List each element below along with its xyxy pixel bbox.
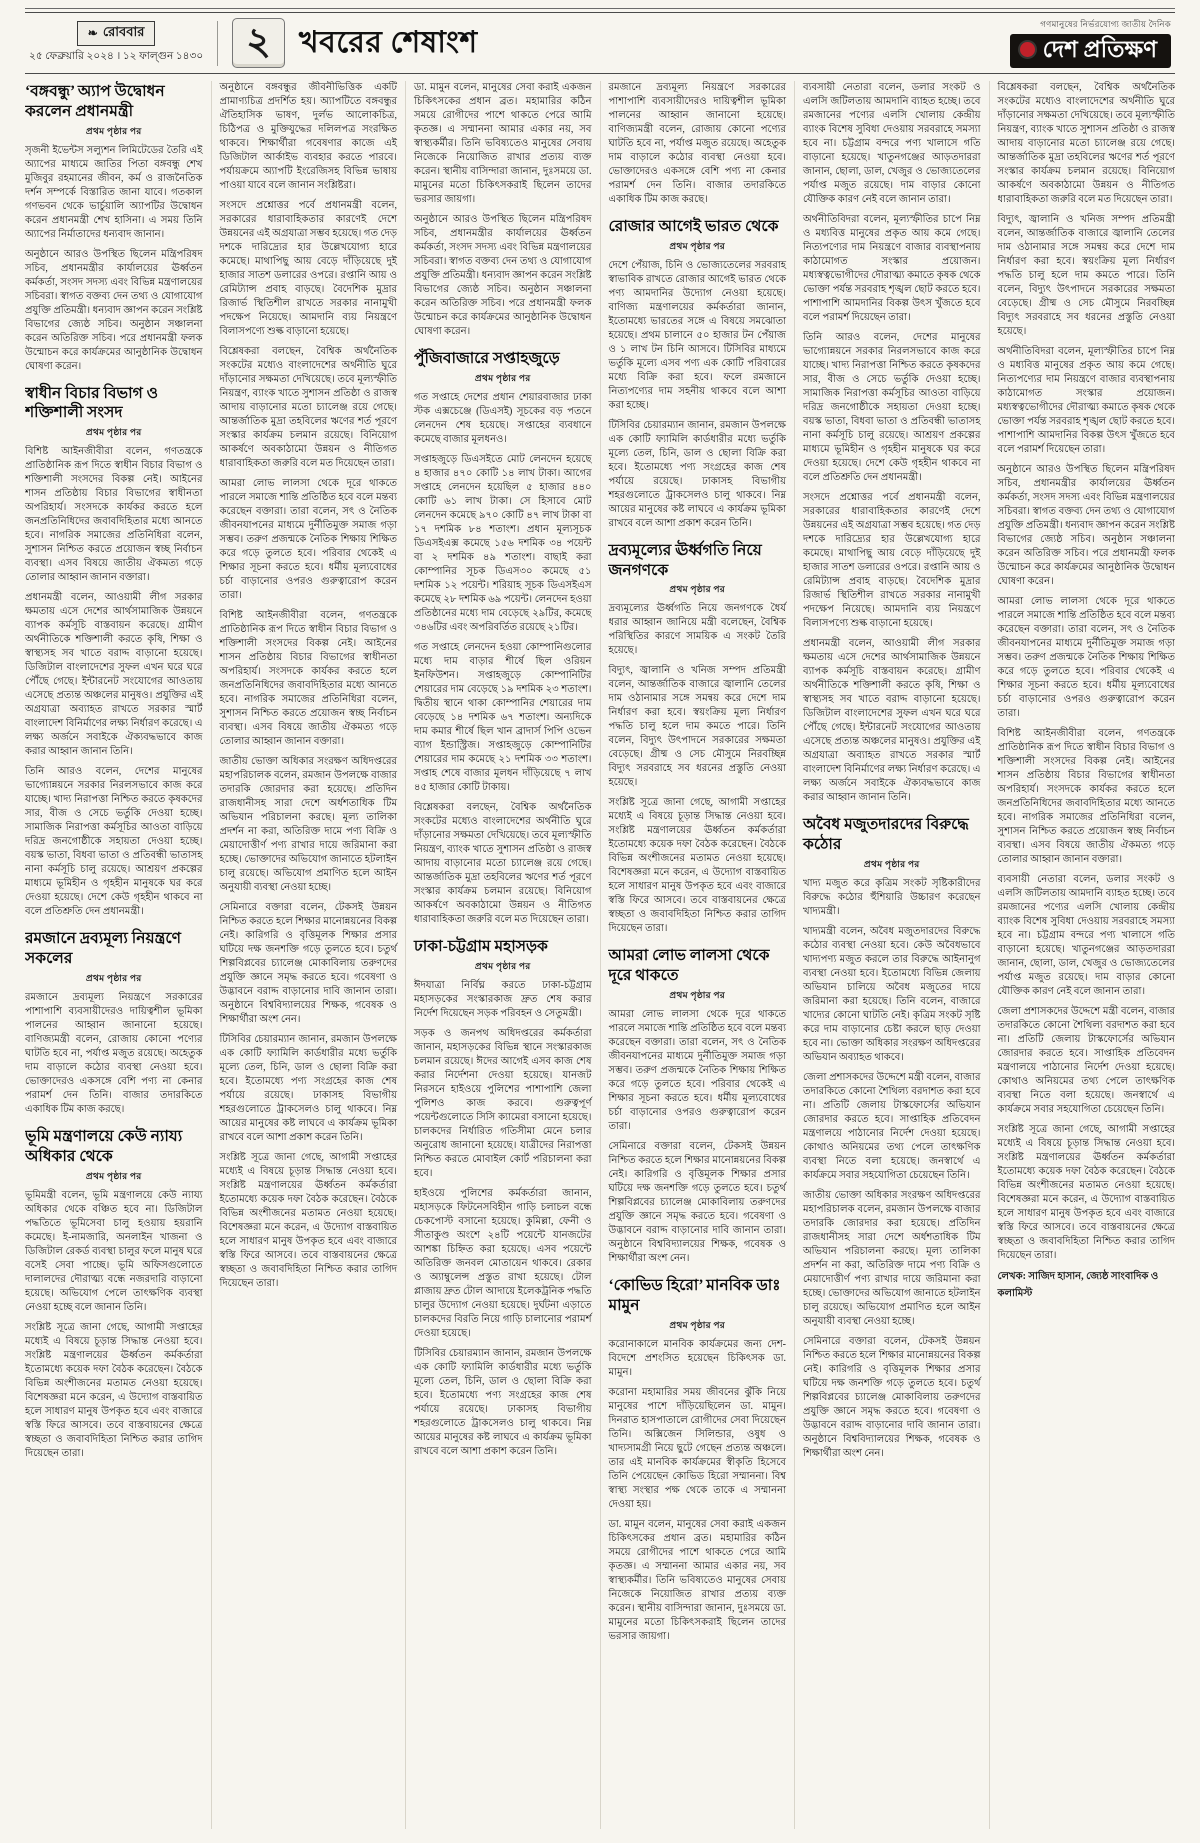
body-paragraph: অনুষ্ঠানে বঙ্গবন্ধুর জীবনীভিত্তিক একটি প্রামাণ্যচিত্র প্রদর্শিত হয়। অ্যাপটিতে বঙ্গবন্ধুর ঐতিহাসিক ভাষণ, দুর্লভ আলোকচিত্র, চিঠিপত্র ও মুক্তিযুদ্ধের দলিলপত্র সংরক্ষিত থাকবে। শিক্ষার্থীরা গবেষণার কাজে এই ডিজিটাল আর্কাইভ ব্যবহার করতে পারবে। পর্যায়ক্রমে অ্যাপটি ইংরেজিসহ বিভিন্ন ভাষায় পাওয়া যাবে বলে জানান সংশ্লিষ্টরা। <box>219 82 397 191</box>
body-paragraph: তিনি আরও বলেন, দেশের মানুষের ভাগ্যোন্নয়নে সরকার নিরলসভাবে কাজ করে যাচ্ছে। খাদ্য নিরাপত্তা নিশ্চিত করতে কৃষকদের সার, বীজ ও সেচে ভর্তুকি দেওয়া হচ্ছে। সামাজিক নিরাপত্তা কর্মসূচির আওতা বাড়িয়ে দরিদ্র জনগোষ্ঠীকে সহায়তা দেওয়া হচ্ছে। বয়স্ক ভাতা, বিধবা ভাতা ও প্রতিবন্ধী ভাতাসহ নানা কর্মসূচি চালু রয়েছে। আশ্রয়ণ প্রকল্পের মাধ্যমে ভূমিহীন ও গৃহহীন মানুষকে ঘর করে দেওয়া হয়েছে। দেশে কেউ গৃহহীন থাকবে না বলে প্রতিশ্রুতি দেন প্রধানমন্ত্রী। <box>803 332 981 483</box>
body-paragraph: টিসিবির চেয়ারম্যান জানান, রমজান উপলক্ষে এক কোটি ফ্যামিলি কার্ডধারীর মধ্যে ভর্তুকি মূল্যে তেল, চিনি, ডাল ও ছোলা বিক্রি করা হবে। ইতোমধ্যে পণ্য সংগ্রহের কাজ শেষ পর্যায়ে রয়েছে। ঢাকাসহ বিভাগীয় শহরগুলোতে ট্রাকসেলও চালু থাকবে। নিম্ন আয়ের মানুষের কষ্ট লাঘবে এ কার্যক্রম ভূমিকা রাখবে বলে আশা প্রকাশ করেন তিনি। <box>608 419 786 529</box>
body-paragraph: সপ্তাহজুড়ে ডিএসইতে মোট লেনদেন হয়েছে ৪ হাজার ৪৭০ কোটি ১৪ লাখ টাকা। আগের সপ্তাহে লেনদেন হয়েছিল ৫ হাজার ৪৪০ কোটি ৬১ লাখ টাকা। সে হিসাবে মোট লেনদেন কমেছে ৯৭০ কোটি ৪৭ লাখ টাকা বা ১৭ দশমিক ৮৪ শতাংশ। প্রধান মূল্যসূচক ডিএসইএক্স কমেছে ১৫৬ দশমিক ৩৪ পয়েন্ট বা ২ দশমিক ৪৯ শতাংশ। বাছাই করা কোম্পানির সূচক ডিএস৩০ কমেছে ৫১ দশমিক ১২ পয়েন্ট। শরিয়াহ সূচক ডিএসইএস কমেছে ২৮ দশমিক ৬৯ পয়েন্ট। লেনদেন হওয়া প্রতিষ্ঠানের মধ্যে দাম বেড়েছে ২৯টির, কমেছে ৩৪৬টির এবং অপরিবর্তিত রয়েছে ২১টির। <box>414 453 592 633</box>
newspaper-logo <box>1010 34 1171 68</box>
body-paragraph: ডা. মামুন বলেন, মানুষের সেবা করাই একজন চিকিৎসকের প্রধান ব্রত। মহামারির কঠিন সময়ে রোগীদের পাশে থাকতে পেরে আমি কৃতজ্ঞ। এ সম্মাননা আমার একার নয়, সব স্বাস্থ্যকর্মীর। তিনি ভবিষ্যতেও মানুষের সেবায় নিজেকে নিয়োজিত রাখার প্রত্যয় ব্যক্ত করেন। স্থানীয় বাসিন্দারা জানান, দুঃসময়ে ডা. মামুনের মতো চিকিৎসকরাই ছিলেন তাদের ভরসার জায়গা। <box>414 82 592 205</box>
body-paragraph: অর্থনীতিবিদরা বলেন, মূল্যস্ফীতির চাপে নিম্ন ও মধ্যবিত্ত মানুষের প্রকৃত আয় কমে গেছে। নিত্যপণ্যের দাম নিয়ন্ত্রণে বাজার ব্যবস্থাপনায় কাঠামোগত সংস্কার প্রয়োজন। মধ্যস্বত্বভোগীদের দৌরাত্ম্য কমাতে কৃষক থেকে ভোক্তা পর্যন্ত সরবরাহ শৃঙ্খল ছোট করতে হবে। পাশাপাশি আমদানির বিকল্প উৎস খুঁজতে হবে বলে পরামর্শ দিয়েছেন তারা। <box>803 214 981 323</box>
column-5 <box>795 81 990 1829</box>
body-paragraph: অর্থনীতিবিদরা বলেন, মূল্যস্ফীতির চাপে নিম্ন ও মধ্যবিত্ত মানুষের প্রকৃত আয় কমে গেছে। নিত্যপণ্যের দাম নিয়ন্ত্রণে বাজার ব্যবস্থাপনায় কাঠামোগত সংস্কার প্রয়োজন। মধ্যস্বত্বভোগীদের দৌরাত্ম্য কমাতে কৃষক থেকে ভোক্তা পর্যন্ত সরবরাহ শৃঙ্খল ছোট করতে হবে। পাশাপাশি আমদানির বিকল্প উৎস খুঁজতে হবে বলে পরামর্শ দিয়েছেন তারা। <box>997 346 1175 455</box>
continued-from-label: প্রথম পৃষ্ঠার পর <box>669 584 726 595</box>
column-2 <box>212 81 407 1829</box>
continued-from-label: প্রথম পৃষ্ঠার পর <box>85 972 142 983</box>
body-paragraph: খাদ্য মজুত করে কৃত্রিম সংকট সৃষ্টিকারীদের বিরুদ্ধে কঠোর হুঁশিয়ারি উচ্চারণ করেছেন খাদ্যমন্ত্রী। <box>803 877 981 917</box>
masthead-tagline: গণমানুষের নির্ভরযোগ্য জাতীয় দৈনিক <box>1040 19 1171 29</box>
body-paragraph: দ্রব্যমূল্যের ঊর্ধ্বগতি নিয়ে জনগণকে ধৈর্য ধরার আহ্বান জানিয়ে মন্ত্রী বলেছেন, বৈশ্বিক পরিস্থিতির কারণে সাময়িক এ সংকট তৈরি হয়েছে। <box>608 603 786 657</box>
body-paragraph: বিশ্লেষকরা বলছেন, বৈশ্বিক অর্থনৈতিক সংকটের মধ্যেও বাংলাদেশের অর্থনীতি ঘুরে দাঁড়ানোর সক্ষমতা দেখিয়েছে। তবে মূল্যস্ফীতি নিয়ন্ত্রণ, ব্যাংক খাতে সুশাসন প্রতিষ্ঠা ও রাজস্ব আদায় বাড়ানোর মতো চ্যালেঞ্জ রয়ে গেছে। আন্তর্জাতিক মুদ্রা তহবিলের ঋণের শর্ত পূরণে সংস্কার কার্যক্রম চলমান রয়েছে। বিনিয়োগ আকর্ষণে অবকাঠামো উন্নয়ন ও নীতিগত ধারাবাহিকতা জরুরি বলে মত দিয়েছেন তারা। <box>219 346 397 469</box>
column-3 <box>406 81 601 1829</box>
body-paragraph: বিদ্যুৎ, জ্বালানি ও খনিজ সম্পদ প্রতিমন্ত্রী বলেন, আন্তর্জাতিক বাজারে জ্বালানি তেলের দাম ওঠানামার সঙ্গে সমন্বয় করে দেশে দাম নির্ধারণ করা হবে। স্বয়ংক্রিয় মূল্য নির্ধারণ পদ্ধতি চালু হলে দাম কমতে পারে। তিনি বলেন, বিদ্যুৎ উৎপাদনে সরকারের সক্ষমতা বেড়েছে। গ্রীষ্ম ও সেচ মৌসুমে নিরবচ্ছিন্ন বিদ্যুৎ সরবরাহে সব ধরনের প্রস্তুতি নেওয়া হয়েছে। <box>608 665 786 789</box>
article-headline: রোজার আগেই ভারত থেকে <box>608 218 779 235</box>
body-paragraph: প্রধানমন্ত্রী বলেন, আওয়ামী লীগ সরকার ক্ষমতায় এসে দেশের আর্থসামাজিক উন্নয়নে ব্যাপক কর্মসূচি বাস্তবায়ন করেছে। গ্রামীণ অর্থনীতিকে শক্তিশালী করতে কৃষি, শিক্ষা ও স্বাস্থ্যসহ সব খাতে বরাদ্দ বাড়ানো হয়েছে। ডিজিটাল বাংলাদেশের সুফল এখন ঘরে ঘরে পৌঁছে গেছে। ইন্টারনেট সংযোগের আওতায় এসেছে প্রত্যন্ত অঞ্চলের মানুষও। প্রযুক্তির এই অগ্রযাত্রা অব্যাহত রাখতে সরকার স্মার্ট বাংলাদেশ বিনির্মাণের লক্ষ্য নির্ধারণ করেছে। এ লক্ষ্য অর্জনে সবাইকে ঐক্যবদ্ধভাবে কাজ করার আহ্বান জানান তিনি। <box>803 638 981 803</box>
newspaper-name: দেশ প্রতিক্ষণ <box>1042 37 1157 62</box>
continued-from-label: প্রথম পৃষ্ঠার পর <box>85 125 142 136</box>
masthead <box>1010 18 1173 68</box>
article-headline: ঢাকা-চট্টগ্রাম মহাসড়ক <box>414 937 548 955</box>
author-line: লেখক: সাজিদ হাসান, জ্যেষ্ঠ সাংবাদিক ও কলামিস্ট <box>997 1271 1159 1299</box>
article-headline: আমরা লোভ লালসা থেকে দূরে থাকতে <box>608 947 770 985</box>
continued-from-label: প্রথম পৃষ্ঠার পর <box>85 1170 142 1181</box>
body-paragraph: বিশিষ্ট আইনজীবীরা বলেন, গণতন্ত্রকে প্রাতিষ্ঠানিক রূপ দিতে স্বাধীন বিচার বিভাগ ও শক্তিশালী সংসদের বিকল্প নেই। আইনের শাসন প্রতিষ্ঠায় বিচার বিভাগের স্বাধীনতা অপরিহার্য। সংসদকে কার্যকর করতে হলে জনপ্রতিনিধিদের জবাবদিহিতার মধ্যে আনতে হবে। নাগরিক সমাজের প্রতিনিধিরা বলেন, সুশাসন নিশ্চিত করতে প্রয়োজন স্বচ্ছ নির্বাচন ব্যবস্থা। এসব বিষয়ে জাতীয় ঐকমত্য গড়ে তোলার আহ্বান জানান বক্তারা। <box>219 610 397 747</box>
body-paragraph: হাইওয়ে পুলিশের কর্মকর্তারা জানান, মহাসড়কে ফিটনেসবিহীন গাড়ি চলাচল বন্ধে চেকপোস্ট বসানো হয়েছে। কুমিল্লা, ফেনী ও সীতাকুণ্ড অংশে ২৪টি পয়েন্টে যানজটের আশঙ্কা চিহ্নিত করা হয়েছে। এসব পয়েন্টে অতিরিক্ত জনবল মোতায়েন থাকবে। রেকার ও অ্যাম্বুলেন্স প্রস্তুত রাখা হয়েছে। টোল প্লাজায় দ্রুত টোল আদায়ে ইলেকট্রনিক পদ্ধতি চালুর উদ্যোগ নেওয়া হয়েছে। দুর্ঘটনা এড়াতে চালকদের বিরতি নিয়ে গাড়ি চালানোর পরামর্শ দেওয়া হয়েছে। <box>414 1187 592 1339</box>
page-number: ২ <box>232 18 285 68</box>
body-paragraph: সংসদে প্রশ্নোত্তর পর্বে প্রধানমন্ত্রী বলেন, সরকারের ধারাবাহিকতার কারণেই দেশে উন্নয়নের এই অগ্রযাত্রা সম্ভব হয়েছে। গত দেড় দশকে দারিদ্র্যের হার উল্লেখযোগ্য হারে কমেছে। মাথাপিছু আয় বেড়ে দাঁড়িয়েছে দুই হাজার সাতশ ডলারের ওপরে। রপ্তানি আয় ও রেমিট্যান্স প্রবাহ বাড়ছে। বৈদেশিক মুদ্রার রিজার্ভ স্থিতিশীল রাখতে সরকার নানামুখী পদক্ষেপ নিয়েছে। আমদানি ব্যয় নিয়ন্ত্রণে বিলাসপণ্যে শুল্ক বাড়ানো হয়েছে। <box>219 200 397 337</box>
article-headline: ‘কোভিড হিরো’ মানবিক ডাঃ মামুন <box>608 1277 781 1314</box>
body-paragraph: বিশ্লেষকরা বলছেন, বৈশ্বিক অর্থনৈতিক সংকটের মধ্যেও বাংলাদেশের অর্থনীতি ঘুরে দাঁড়ানোর সক্ষমতা দেখিয়েছে। তবে মূল্যস্ফীতি নিয়ন্ত্রণ, ব্যাংক খাতে সুশাসন প্রতিষ্ঠা ও রাজস্ব আদায় বাড়ানোর মতো চ্যালেঞ্জ রয়ে গেছে। আন্তর্জাতিক মুদ্রা তহবিলের ঋণের শর্ত পূরণে সংস্কার কার্যক্রম চলমান রয়েছে। বিনিয়োগ আকর্ষণে অবকাঠামো উন্নয়ন ও নীতিগত ধারাবাহিকতা জরুরি বলে মত দিয়েছেন তারা। <box>997 82 1175 205</box>
body-paragraph: ভূমিমন্ত্রী বলেন, ভূমি মন্ত্রণালয়ে কেউ ন্যায্য অধিকার থেকে বঞ্চিত হবে না। ডিজিটাল পদ্ধতিতে ভূমিসেবা চালু হওয়ায় হয়রানি কমেছে। ই-নামজারি, অনলাইন খাজনা ও ডিজিটাল রেকর্ড ব্যবস্থা চালুর ফলে মানুষ ঘরে বসেই সেবা পাচ্ছে। ভূমি অফিসগুলোতে দালালদের দৌরাত্ম্য বন্ধে নজরদারি বাড়ানো হয়েছে। অভিযোগ পেলে তাৎক্ষণিক ব্যবস্থা নেওয়া হচ্ছে বলে জানান তিনি। <box>25 1189 203 1313</box>
article-headline: পুঁজিবাজারে সপ্তাহজুড়ে <box>414 350 560 367</box>
continued-from-label: প্রথম পৃষ্ঠার পর <box>669 990 726 1001</box>
body-paragraph: আমরা লোভ লালসা থেকে দূরে থাকতে পারলে সমাজে শান্তি প্রতিষ্ঠিত হবে বলে মন্তব্য করেছেন বক্তারা। তারা বলেন, সৎ ও নৈতিক জীবনযাপনের মাধ্যমে দুর্নীতিমুক্ত সমাজ গড়া সম্ভব। তরুণ প্রজন্মকে নৈতিক শিক্ষায় শিক্ষিত করে গড়ে তুলতে হবে। পরিবার থেকেই এ শিক্ষার সূচনা করতে হবে। ধর্মীয় মূল্যবোধের চর্চা বাড়ানোর ওপরও গুরুত্বারোপ করেন তারা। <box>997 596 1175 719</box>
continued-from-label: প্রথম পৃষ্ঠার পর <box>474 372 531 383</box>
body-paragraph: খাদ্যমন্ত্রী বলেন, অবৈধ মজুতদারদের বিরুদ্ধে কঠোর ব্যবস্থা নেওয়া হবে। কেউ অবৈধভাবে খাদ্যপণ্য মজুত করলে তার বিরুদ্ধে আইনানুগ ব্যবস্থা নেওয়া হবে। ইতোমধ্যে বিভিন্ন জেলায় অভিযান চালিয়ে অবৈধ মজুতের দায়ে জরিমানা করা হয়েছে। তিনি বলেন, বাজারে খাদ্যের কোনো ঘাটতি নেই। কৃত্রিম সংকট সৃষ্টি করে দাম বাড়ানোর চেষ্টা করলে ছাড় দেওয়া হবে না। ভোক্তা অধিকার সংরক্ষণ অধিদপ্তরের অভিযান অব্যাহত থাকবে। <box>803 925 981 1063</box>
day-label: রোববার <box>102 23 145 39</box>
body-paragraph: সংসদে প্রশ্নোত্তর পর্বে প্রধানমন্ত্রী বলেন, সরকারের ধারাবাহিকতার কারণেই দেশে উন্নয়নের এই অগ্রযাত্রা সম্ভব হয়েছে। গত দেড় দশকে দারিদ্র্যের হার উল্লেখযোগ্য হারে কমেছে। মাথাপিছু আয় বেড়ে দাঁড়িয়েছে দুই হাজার সাতশ ডলারের ওপরে। রপ্তানি আয় ও রেমিট্যান্স প্রবাহ বাড়ছে। বৈদেশিক মুদ্রার রিজার্ভ স্থিতিশীল রাখতে সরকার নানামুখী পদক্ষেপ নিয়েছে। আমদানি ব্যয় নিয়ন্ত্রণে বিলাসপণ্যে শুল্ক বাড়ানো হয়েছে। <box>803 492 981 629</box>
body-paragraph: জেলা প্রশাসকদের উদ্দেশে মন্ত্রী বলেন, বাজার তদারকিতে কোনো শৈথিল্য বরদাশত করা হবে না। প্রতিটি জেলায় টাস্কফোর্সের অভিযান জোরদার করতে হবে। সাপ্তাহিক প্রতিবেদন মন্ত্রণালয়ে পাঠানোর নির্দেশ দেওয়া হয়েছে। কোথাও অনিয়মের তথ্য পেলে তাৎক্ষণিক ব্যবস্থা নিতে বলা হয়েছে। জনস্বার্থে এ কার্যক্রমে সবার সহযোগিতা চেয়েছেন তিনি। <box>997 1006 1175 1115</box>
article-headline: ভূমি মন্ত্রণালয়ে কেউ ন্যায্য অধিকার থেকে <box>25 1127 183 1165</box>
body-paragraph: আমরা লোভ লালসা থেকে দূরে থাকতে পারলে সমাজে শান্তি প্রতিষ্ঠিত হবে বলে মন্তব্য করেছেন বক্তারা। তারা বলেন, সৎ ও নৈতিক জীবনযাপনের মাধ্যমে দুর্নীতিমুক্ত সমাজ গড়া সম্ভব। তরুণ প্রজন্মকে নৈতিক শিক্ষায় শিক্ষিত করে গড়ে তুলতে হবে। পরিবার থেকেই এ শিক্ষার সূচনা করতে হবে। ধর্মীয় মূল্যবোধের চর্চা বাড়ানোর ওপরও গুরুত্বারোপ করেন তারা। <box>219 478 397 601</box>
day-box <box>77 21 156 46</box>
body-paragraph: রমজানে দ্রব্যমূল্য নিয়ন্ত্রণে সরকারের পাশাপাশি ব্যবসায়ীদেরও দায়িত্বশীল ভূমিকা পালনের আহ্বান জানানো হয়েছে। বাণিজ্যমন্ত্রী বলেন, রোজায় কোনো পণ্যের ঘাটতি হবে না, পর্যাপ্ত মজুত রয়েছে। অহেতুক দাম বাড়ালে কঠোর ব্যবস্থা নেওয়া হবে। ভোক্তাদেরও একসঙ্গে বেশি পণ্য না কেনার পরামর্শ দেন তিনি। বাজার তদারকিতে একাধিক টিম কাজ করছে। <box>608 82 786 205</box>
column-1 <box>25 81 212 1829</box>
body-paragraph: অনুষ্ঠানে আরও উপস্থিত ছিলেন মন্ত্রিপরিষদ সচিব, প্রধানমন্ত্রীর কার্যালয়ের ঊর্ধ্বতন কর্মকর্তা, সংসদ সদস্য এবং বিভিন্ন মন্ত্রণালয়ের সচিবরা। স্বাগত বক্তব্য দেন তথ্য ও যোগাযোগ প্রযুক্তি প্রতিমন্ত্রী। ধন্যবাদ জ্ঞাপন করেন সংশ্লিষ্ট বিভাগের জ্যেষ্ঠ সচিব। অনুষ্ঠান সঞ্চালনা করেন অতিরিক্ত সচিব। পরে প্রধানমন্ত্রী ফলক উন্মোচন করে কার্যক্রমের আনুষ্ঠানিক উদ্বোধন ঘোষণা করেন। <box>997 464 1175 587</box>
logo-red-mark-icon <box>1020 42 1035 57</box>
date-label: ২৫ ফেব্রুয়ারি ২০২৪ । ১২ ফাল্গুন ১৪৩০ <box>29 50 204 62</box>
day-date-block <box>27 21 218 66</box>
body-paragraph: জেলা প্রশাসকদের উদ্দেশে মন্ত্রী বলেন, বাজার তদারকিতে কোনো শৈথিল্য বরদাশত করা হবে না। প্রতিটি জেলায় টাস্কফোর্সের অভিযান জোরদার করতে হবে। সাপ্তাহিক প্রতিবেদন মন্ত্রণালয়ে পাঠানোর নির্দেশ দেওয়া হয়েছে। কোথাও অনিয়মের তথ্য পেলে তাৎক্ষণিক ব্যবস্থা নিতে বলা হয়েছে। জনস্বার্থে এ কার্যক্রমে সবার সহযোগিতা চেয়েছেন তিনি। <box>803 1071 981 1181</box>
continued-from-label: প্রথম পৃষ্ঠার পর <box>669 240 726 251</box>
continued-from-label: প্রথম পৃষ্ঠার পর <box>863 858 920 869</box>
page-header <box>25 12 1175 74</box>
body-paragraph: সংশ্লিষ্ট সূত্রে জানা গেছে, আগামী সপ্তাহের মধ্যেই এ বিষয়ে চূড়ান্ত সিদ্ধান্ত নেওয়া হবে। সংশ্লিষ্ট মন্ত্রণালয়ের ঊর্ধ্বতন কর্মকর্তারা ইতোমধ্যে কয়েক দফা বৈঠক করেছেন। বৈঠকে বিভিন্ন অংশীজনের মতামত নেওয়া হয়েছে। বিশেষজ্ঞরা মনে করেন, এ উদ্যোগ বাস্তবায়িত হলে সাধারণ মানুষ উপকৃত হবে এবং বাজারে স্বস্তি ফিরে আসবে। তবে বাস্তবায়নের ক্ষেত্রে স্বচ্ছতা ও জবাবদিহিতা নিশ্চিত করার তাগিদ দিয়েছেন তারা। <box>608 797 786 935</box>
ornament-icon: ❧ <box>87 26 98 40</box>
body-paragraph: সেমিনারে বক্তারা বলেন, টেকসই উন্নয়ন নিশ্চিত করতে হলে শিক্ষার মানোন্নয়নের বিকল্প নেই। কারিগরি ও বৃত্তিমূলক শিক্ষার প্রসার ঘটিয়ে দক্ষ জনশক্তি গড়ে তুলতে হবে। চতুর্থ শিল্পবিপ্লবের চ্যালেঞ্জ মোকাবিলায় তরুণদের প্রযুক্তি জ্ঞানে সমৃদ্ধ করতে হবে। গবেষণা ও উদ্ভাবনে বরাদ্দ বাড়ানোর দাবি জানান তারা। অনুষ্ঠানে বিশ্ববিদ্যালয়ের শিক্ষক, গবেষক ও শিক্ষার্থীরা অংশ নেন। <box>803 1335 981 1459</box>
columns <box>25 81 1175 1829</box>
body-paragraph: আমরা লোভ লালসা থেকে দূরে থাকতে পারলে সমাজে শান্তি প্রতিষ্ঠিত হবে বলে মন্তব্য করেছেন বক্তারা। তারা বলেন, সৎ ও নৈতিক জীবনযাপনের মাধ্যমে দুর্নীতিমুক্ত সমাজ গড়া সম্ভব। তরুণ প্রজন্মকে নৈতিক শিক্ষায় শিক্ষিত করে গড়ে তুলতে হবে। পরিবার থেকেই এ শিক্ষার সূচনা করতে হবে। ধর্মীয় মূল্যবোধের চর্চা বাড়ানোর ওপরও গুরুত্বারোপ করেন তারা। <box>608 1009 786 1133</box>
continued-from-label: প্রথম পৃষ্ঠার পর <box>669 1319 726 1330</box>
body-paragraph: বিদ্যুৎ, জ্বালানি ও খনিজ সম্পদ প্রতিমন্ত্রী বলেন, আন্তর্জাতিক বাজারে জ্বালানি তেলের দাম ওঠানামার সঙ্গে সমন্বয় করে দেশে দাম নির্ধারণ করা হবে। স্বয়ংক্রিয় মূল্য নির্ধারণ পদ্ধতি চালু হলে দাম কমতে পারে। তিনি বলেন, বিদ্যুৎ উৎপাদনে সরকারের সক্ষমতা বেড়েছে। গ্রীষ্ম ও সেচ মৌসুমে নিরবচ্ছিন্ন বিদ্যুৎ সরবরাহে সব ধরনের প্রস্তুতি নেওয়া হয়েছে। <box>997 214 1175 337</box>
article-headline: রমজানে দ্রব্যমূল্য নিয়ন্ত্রণে সকলের <box>25 930 181 968</box>
body-paragraph: সংশ্লিষ্ট সূত্রে জানা গেছে, আগামী সপ্তাহের মধ্যেই এ বিষয়ে চূড়ান্ত সিদ্ধান্ত নেওয়া হবে। সংশ্লিষ্ট মন্ত্রণালয়ের ঊর্ধ্বতন কর্মকর্তারা ইতোমধ্যে কয়েক দফা বৈঠক করেছেন। বৈঠকে বিভিন্ন অংশীজনের মতামত নেওয়া হয়েছে। বিশেষজ্ঞরা মনে করেন, এ উদ্যোগ বাস্তবায়িত হলে সাধারণ মানুষ উপকৃত হবে এবং বাজারে স্বস্তি ফিরে আসবে। তবে বাস্তবায়নের ক্ষেত্রে স্বচ্ছতা ও জবাবদিহিতা নিশ্চিত করার তাগিদ দিয়েছেন তারা। <box>219 1152 397 1289</box>
body-paragraph: রমজানে দ্রব্যমূল্য নিয়ন্ত্রণে সরকারের পাশাপাশি ব্যবসায়ীদেরও দায়িত্বশীল ভূমিকা পালনের আহ্বান জানানো হয়েছে। বাণিজ্যমন্ত্রী বলেন, রোজায় কোনো পণ্যের ঘাটতি হবে না, পর্যাপ্ত মজুত রয়েছে। অহেতুক দাম বাড়ালে কঠোর ব্যবস্থা নেওয়া হবে। ভোক্তাদেরও একসঙ্গে বেশি পণ্য না কেনার পরামর্শ দেন তিনি। বাজার তদারকিতে একাধিক টিম কাজ করছে। <box>25 991 203 1115</box>
body-paragraph: গত সপ্তাহে লেনদেন হওয়া কোম্পানিগুলোর মধ্যে দাম বাড়ার শীর্ষে ছিল ওরিয়ন ইনফিউশন। সপ্তাহজুড়ে কোম্পানিটির শেয়ারের দাম বেড়েছে ১৯ দশমিক ২৩ শতাংশ। দ্বিতীয় স্থানে থাকা কোম্পানির শেয়ারের দাম বেড়েছে ১৪ দশমিক ৬৭ শতাংশ। অন্যদিকে দাম কমার শীর্ষে ছিল খান ব্রাদার্স পিপি ওভেন ব্যাগ ইন্ডাস্ট্রিজ। সপ্তাহজুড়ে কোম্পানিটির শেয়ারের দাম কমেছে ২১ দশমিক ৩৩ শতাংশ। সপ্তাহ শেষে বাজার মূলধন দাঁড়িয়েছে ৭ লাখ ৪৫ হাজার কোটি টাকায়। <box>414 641 592 793</box>
column-6 <box>990 81 1176 1829</box>
body-paragraph: সংশ্লিষ্ট সূত্রে জানা গেছে, আগামী সপ্তাহের মধ্যেই এ বিষয়ে চূড়ান্ত সিদ্ধান্ত নেওয়া হবে। সংশ্লিষ্ট মন্ত্রণালয়ের ঊর্ধ্বতন কর্মকর্তারা ইতোমধ্যে কয়েক দফা বৈঠক করেছেন। বৈঠকে বিভিন্ন অংশীজনের মতামত নেওয়া হয়েছে। বিশেষজ্ঞরা মনে করেন, এ উদ্যোগ বাস্তবায়িত হলে সাধারণ মানুষ উপকৃত হবে এবং বাজারে স্বস্তি ফিরে আসবে। তবে বাস্তবায়নের ক্ষেত্রে স্বচ্ছতা ও জবাবদিহিতা নিশ্চিত করার তাগিদ দিয়েছেন তারা। <box>25 1321 203 1459</box>
top-rule <box>25 8 1175 9</box>
article-headline: ‘বঙ্গবন্ধু’ অ্যাপ উদ্বোধন করলেন প্রধানমন্ত্রী <box>25 83 165 120</box>
body-paragraph: বিশ্লেষকরা বলছেন, বৈশ্বিক অর্থনৈতিক সংকটের মধ্যেও বাংলাদেশের অর্থনীতি ঘুরে দাঁড়ানোর সক্ষমতা দেখিয়েছে। তবে মূল্যস্ফীতি নিয়ন্ত্রণ, ব্যাংক খাতে সুশাসন প্রতিষ্ঠা ও রাজস্ব আদায় বাড়ানোর মতো চ্যালেঞ্জ রয়ে গেছে। আন্তর্জাতিক মুদ্রা তহবিলের ঋণের শর্ত পূরণে সংস্কার কার্যক্রম চলমান রয়েছে। বিনিয়োগ আকর্ষণে অবকাঠামো উন্নয়ন ও নীতিগত ধারাবাহিকতা জরুরি বলে মত দিয়েছেন তারা। <box>414 801 592 925</box>
body-paragraph: দেশে পেঁয়াজ, চিনি ও ভোজ্যতেলের সরবরাহ স্বাভাবিক রাখতে রোজার আগেই ভারত থেকে পণ্য আমদানির উদ্যোগ নেওয়া হয়েছে। বাণিজ্য মন্ত্রণালয়ের কর্মকর্তারা জানান, ইতোমধ্যে ভারতের সঙ্গে এ বিষয়ে সমঝোতা হয়েছে। প্রথম চালানে ৫০ হাজার টন পেঁয়াজ ও ১ লাখ টন চিনি আসবে। টিসিবির মাধ্যমে ভর্তুকি মূল্যে এসব পণ্য এক কোটি পরিবারের মধ্যে বিক্রি করা হবে। ফলে রমজানে নিত্যপণ্যের দাম সহনীয় থাকবে বলে আশা করা হচ্ছে। <box>608 259 786 411</box>
body-paragraph: টিসিবির চেয়ারম্যান জানান, রমজান উপলক্ষে এক কোটি ফ্যামিলি কার্ডধারীর মধ্যে ভর্তুকি মূল্যে তেল, চিনি, ডাল ও ছোলা বিক্রি করা হবে। ইতোমধ্যে পণ্য সংগ্রহের কাজ শেষ পর্যায়ে রয়েছে। ঢাকাসহ বিভাগীয় শহরগুলোতে ট্রাকসেলও চালু থাকবে। নিম্ন আয়ের মানুষের কষ্ট লাঘবে এ কার্যক্রম ভূমিকা রাখবে বলে আশা প্রকাশ করেন তিনি। <box>219 1034 397 1143</box>
body-paragraph: ডা. মামুন বলেন, মানুষের সেবা করাই একজন চিকিৎসকের প্রধান ব্রত। মহামারির কঠিন সময়ে রোগীদের পাশে থাকতে পেরে আমি কৃতজ্ঞ। এ সম্মাননা আমার একার নয়, সব স্বাস্থ্যকর্মীর। তিনি ভবিষ্যতেও মানুষের সেবায় নিজেকে নিয়োজিত রাখার প্রত্যয় ব্যক্ত করেন। স্থানীয় বাসিন্দারা জানান, দুঃসময়ে ডা. মামুনের মতো চিকিৎসকরাই ছিলেন তাদের ভরসার জায়গা। <box>608 1518 786 1642</box>
continued-from-label: প্রথম পৃষ্ঠার পর <box>85 427 142 438</box>
body-paragraph: অনুষ্ঠানে আরও উপস্থিত ছিলেন মন্ত্রিপরিষদ সচিব, প্রধানমন্ত্রীর কার্যালয়ের ঊর্ধ্বতন কর্মকর্তা, সংসদ সদস্য এবং বিভিন্ন মন্ত্রণালয়ের সচিবরা। স্বাগত বক্তব্য দেন তথ্য ও যোগাযোগ প্রযুক্তি প্রতিমন্ত্রী। ধন্যবাদ জ্ঞাপন করেন সংশ্লিষ্ট বিভাগের জ্যেষ্ঠ সচিব। অনুষ্ঠান সঞ্চালনা করেন অতিরিক্ত সচিব। পরে প্রধানমন্ত্রী ফলক উন্মোচন করে কার্যক্রমের আনুষ্ঠানিক উদ্বোধন ঘোষণা করেন। <box>25 248 203 372</box>
body-paragraph: গত সপ্তাহে দেশের প্রধান শেয়ারবাজার ঢাকা স্টক এক্সচেঞ্জে (ডিএসই) সূচকের বড় পতনে লেনদেন শেষ হয়েছে। সপ্তাহের ব্যবধানে কমেছে বাজার মূলধনও। <box>414 391 592 445</box>
body-paragraph: করোনাকালে মানবিক কার্যক্রমের জন্য দেশ-বিদেশে প্রশংসিত হয়েছেন চিকিৎসক ডা. মামুন। <box>608 1338 786 1378</box>
body-paragraph: সংশ্লিষ্ট সূত্রে জানা গেছে, আগামী সপ্তাহের মধ্যেই এ বিষয়ে চূড়ান্ত সিদ্ধান্ত নেওয়া হবে। সংশ্লিষ্ট মন্ত্রণালয়ের ঊর্ধ্বতন কর্মকর্তারা ইতোমধ্যে কয়েক দফা বৈঠক করেছেন। বৈঠকে বিভিন্ন অংশীজনের মতামত নেওয়া হয়েছে। বিশেষজ্ঞরা মনে করেন, এ উদ্যোগ বাস্তবায়িত হলে সাধারণ মানুষ উপকৃত হবে এবং বাজারে স্বস্তি ফিরে আসবে। তবে বাস্তবায়নের ক্ষেত্রে স্বচ্ছতা ও জবাবদিহিতা নিশ্চিত করার তাগিদ দিয়েছেন তারা। <box>997 1124 1175 1261</box>
body-paragraph: অনুষ্ঠানে আরও উপস্থিত ছিলেন মন্ত্রিপরিষদ সচিব, প্রধানমন্ত্রীর কার্যালয়ের ঊর্ধ্বতন কর্মকর্তা, সংসদ সদস্য এবং বিভিন্ন মন্ত্রণালয়ের সচিবরা। স্বাগত বক্তব্য দেন তথ্য ও যোগাযোগ প্রযুক্তি প্রতিমন্ত্রী। ধন্যবাদ জ্ঞাপন করেন সংশ্লিষ্ট বিভাগের জ্যেষ্ঠ সচিব। অনুষ্ঠান সঞ্চালনা করেন অতিরিক্ত সচিব। পরে প্রধানমন্ত্রী ফলক উন্মোচন করে কার্যক্রমের আনুষ্ঠানিক উদ্বোধন ঘোষণা করেন। <box>414 214 592 337</box>
body-paragraph: সৃজনী ইভেন্টস সল্যুশন লিমিটেডের তৈরি এই অ্যাপের মাধ্যমে জাতির পিতা বঙ্গবন্ধু শেখ মুজিবুর রহমানের জীবন, কর্ম ও রাজনৈতিক দর্শন সম্পর্কে বিস্তারিত জানা যাবে। গতকাল গণভবন থেকে ভার্চুয়ালি অ্যাপটির উদ্বোধন করেন প্রধানমন্ত্রী শেখ হাসিনা। এ সময় তিনি অ্যাপের নির্মাতাদের ধন্যবাদ জানান। <box>25 144 203 240</box>
article-headline: অবৈধ মজুতদারদের বিরুদ্ধে কঠোর <box>803 816 969 853</box>
body-paragraph: জাতীয় ভোক্তা অধিকার সংরক্ষণ অধিদপ্তরের মহাপরিচালক বলেন, রমজান উপলক্ষে বাজার তদারকি জোরদার করা হয়েছে। প্রতিদিন রাজধানীসহ সারা দেশে অর্ধশতাধিক টিম অভিযান পরিচালনা করছে। মূল্য তালিকা প্রদর্শন না করা, অতিরিক্ত দামে পণ্য বিক্রি ও মেয়াদোত্তীর্ণ পণ্য রাখার দায়ে জরিমানা করা হচ্ছে। ভোক্তাদের অভিযোগ জানাতে হটলাইন চালু রয়েছে। অভিযোগ প্রমাণিত হলে আইন অনুযায়ী ব্যবস্থা নেওয়া হচ্ছে। <box>219 756 397 893</box>
column-4 <box>601 81 796 1829</box>
body-paragraph: করোনা মহামারির সময় জীবনের ঝুঁকি নিয়ে মানুষের পাশে দাঁড়িয়েছিলেন ডা. মামুন। দিনরাত হাসপাতালে রোগীদের সেবা দিয়েছেন তিনি। অক্সিজেন সিলিন্ডার, ওষুধ ও খাদ্যসামগ্রী নিয়ে ছুটে গেছেন প্রত্যন্ত অঞ্চলে। তার এই মানবিক কার্যক্রমের স্বীকৃতি হিসেবে তিনি পেয়েছেন কোভিড হিরো সম্মাননা। বিশ্ব স্বাস্থ্য সংস্থার পক্ষ থেকে তাকে এ সম্মাননা দেওয়া হয়। <box>608 1386 786 1510</box>
body-paragraph: সেমিনারে বক্তারা বলেন, টেকসই উন্নয়ন নিশ্চিত করতে হলে শিক্ষার মানোন্নয়নের বিকল্প নেই। কারিগরি ও বৃত্তিমূলক শিক্ষার প্রসার ঘটিয়ে দক্ষ জনশক্তি গড়ে তুলতে হবে। চতুর্থ শিল্পবিপ্লবের চ্যালেঞ্জ মোকাবিলায় তরুণদের প্রযুক্তি জ্ঞানে সমৃদ্ধ করতে হবে। গবেষণা ও উদ্ভাবনে বরাদ্দ বাড়ানোর দাবি জানান তারা। অনুষ্ঠানে বিশ্ববিদ্যালয়ের শিক্ষক, গবেষক ও শিক্ষার্থীরা অংশ নেন। <box>219 902 397 1025</box>
body-paragraph: ব্যবসায়ী নেতারা বলেন, ডলার সংকট ও এলসি জটিলতায় আমদানি ব্যাহত হচ্ছে। তবে রমজানের পণ্যের এলসি খোলায় কেন্দ্রীয় ব্যাংক বিশেষ সুবিধা দেওয়ায় সরবরাহে সমস্যা হবে না। চট্টগ্রাম বন্দরে পণ্য খালাসে গতি বাড়ানো হয়েছে। খাতুনগঞ্জের আড়তদাররা জানান, ছোলা, ডাল, খেজুর ও ভোজ্যতেলের পর্যাপ্ত মজুত রয়েছে। দাম বাড়ার কোনো যৌক্তিক কারণ নেই বলে জানান তারা। <box>997 874 1175 997</box>
body-paragraph: ঈদযাত্রা নির্বিঘ্ন করতে ঢাকা-চট্টগ্রাম মহাসড়কের সংস্কারকাজ দ্রুত শেষ করার নির্দেশ দিয়েছেন সড়ক পরিবহন ও সেতুমন্ত্রী। <box>414 979 592 1019</box>
body-paragraph: টিসিবির চেয়ারম্যান জানান, রমজান উপলক্ষে এক কোটি ফ্যামিলি কার্ডধারীর মধ্যে ভর্তুকি মূল্যে তেল, চিনি, ডাল ও ছোলা বিক্রি করা হবে। ইতোমধ্যে পণ্য সংগ্রহের কাজ শেষ পর্যায়ে রয়েছে। ঢাকাসহ বিভাগীয় শহরগুলোতে ট্রাকসেলও চালু থাকবে। নিম্ন আয়ের মানুষের কষ্ট লাঘবে এ কার্যক্রম ভূমিকা রাখবে বলে আশা প্রকাশ করেন তিনি। <box>414 1347 592 1457</box>
body-paragraph: বিশিষ্ট আইনজীবীরা বলেন, গণতন্ত্রকে প্রাতিষ্ঠানিক রূপ দিতে স্বাধীন বিচার বিভাগ ও শক্তিশালী সংসদের বিকল্প নেই। আইনের শাসন প্রতিষ্ঠায় বিচার বিভাগের স্বাধীনতা অপরিহার্য। সংসদকে কার্যকর করতে হলে জনপ্রতিনিধিদের জবাবদিহিতার মধ্যে আনতে হবে। নাগরিক সমাজের প্রতিনিধিরা বলেন, সুশাসন নিশ্চিত করতে প্রয়োজন স্বচ্ছ নির্বাচন ব্যবস্থা। এসব বিষয়ে জাতীয় ঐকমত্য গড়ে তোলার আহ্বান জানান বক্তারা। <box>997 728 1175 865</box>
body-paragraph: বিশিষ্ট আইনজীবীরা বলেন, গণতন্ত্রকে প্রাতিষ্ঠানিক রূপ দিতে স্বাধীন বিচার বিভাগ ও শক্তিশালী সংসদের বিকল্প নেই। আইনের শাসন প্রতিষ্ঠায় বিচার বিভাগের স্বাধীনতা অপরিহার্য। সংসদকে কার্যকর করতে হলে জনপ্রতিনিধিদের জবাবদিহিতার মধ্যে আনতে হবে। নাগরিক সমাজের প্রতিনিধিরা বলেন, সুশাসন নিশ্চিত করতে প্রয়োজন স্বচ্ছ নির্বাচন ব্যবস্থা। এসব বিষয়ে জাতীয় ঐকমত্য গড়ে তোলার আহ্বান জানান বক্তারা। <box>25 446 203 584</box>
continued-from-label: প্রথম পৃষ্ঠার পর <box>474 960 531 971</box>
body-paragraph: সেমিনারে বক্তারা বলেন, টেকসই উন্নয়ন নিশ্চিত করতে হলে শিক্ষার মানোন্নয়নের বিকল্প নেই। কারিগরি ও বৃত্তিমূলক শিক্ষার প্রসার ঘটিয়ে দক্ষ জনশক্তি গড়ে তুলতে হবে। চতুর্থ শিল্পবিপ্লবের চ্যালেঞ্জ মোকাবিলায় তরুণদের প্রযুক্তি জ্ঞানে সমৃদ্ধ করতে হবে। গবেষণা ও উদ্ভাবনে বরাদ্দ বাড়ানোর দাবি জানান তারা। অনুষ্ঠানে বিশ্ববিদ্যালয়ের শিক্ষক, গবেষক ও শিক্ষার্থীরা অংশ নেন। <box>608 1141 786 1265</box>
body-paragraph: তিনি আরও বলেন, দেশের মানুষের ভাগ্যোন্নয়নে সরকার নিরলসভাবে কাজ করে যাচ্ছে। খাদ্য নিরাপত্তা নিশ্চিত করতে কৃষকদের সার, বীজ ও সেচে ভর্তুকি দেওয়া হচ্ছে। সামাজিক নিরাপত্তা কর্মসূচির আওতা বাড়িয়ে দরিদ্র জনগোষ্ঠীকে সহায়তা দেওয়া হচ্ছে। বয়স্ক ভাতা, বিধবা ভাতা ও প্রতিবন্ধী ভাতাসহ নানা কর্মসূচি চালু রয়েছে। আশ্রয়ণ প্রকল্পের মাধ্যমে ভূমিহীন ও গৃহহীন মানুষকে ঘর করে দেওয়া হয়েছে। দেশে কেউ গৃহহীন থাকবে না বলে প্রতিশ্রুতি দেন প্রধানমন্ত্রী। <box>25 766 203 918</box>
article-headline: স্বাধীন বিচার বিভাগ ও শক্তিশালী সংসদ <box>25 384 159 422</box>
section-title: খবরের শেষাংশ <box>298 25 478 59</box>
body-paragraph: ব্যবসায়ী নেতারা বলেন, ডলার সংকট ও এলসি জটিলতায় আমদানি ব্যাহত হচ্ছে। তবে রমজানের পণ্যের এলসি খোলায় কেন্দ্রীয় ব্যাংক বিশেষ সুবিধা দেওয়ায় সরবরাহে সমস্যা হবে না। চট্টগ্রাম বন্দরে পণ্য খালাসে গতি বাড়ানো হয়েছে। খাতুনগঞ্জের আড়তদাররা জানান, ছোলা, ডাল, খেজুর ও ভোজ্যতেলের পর্যাপ্ত মজুত রয়েছে। দাম বাড়ার কোনো যৌক্তিক কারণ নেই বলে জানান তারা। <box>803 82 981 205</box>
body-paragraph: প্রধানমন্ত্রী বলেন, আওয়ামী লীগ সরকার ক্ষমতায় এসে দেশের আর্থসামাজিক উন্নয়নে ব্যাপক কর্মসূচি বাস্তবায়ন করেছে। গ্রামীণ অর্থনীতিকে শক্তিশালী করতে কৃষি, শিক্ষা ও স্বাস্থ্যসহ সব খাতে বরাদ্দ বাড়ানো হয়েছে। ডিজিটাল বাংলাদেশের সুফল এখন ঘরে ঘরে পৌঁছে গেছে। ইন্টারনেট সংযোগের আওতায় এসেছে প্রত্যন্ত অঞ্চলের মানুষও। প্রযুক্তির এই অগ্রযাত্রা অব্যাহত রাখতে সরকার স্মার্ট বাংলাদেশ বিনির্মাণের লক্ষ্য নির্ধারণ করেছে। এ লক্ষ্য অর্জনে সবাইকে ঐক্যবদ্ধভাবে কাজ করার আহ্বান জানান তিনি। <box>25 592 203 758</box>
body-paragraph: জাতীয় ভোক্তা অধিকার সংরক্ষণ অধিদপ্তরের মহাপরিচালক বলেন, রমজান উপলক্ষে বাজার তদারকি জোরদার করা হয়েছে। প্রতিদিন রাজধানীসহ সারা দেশে অর্ধশতাধিক টিম অভিযান পরিচালনা করছে। মূল্য তালিকা প্রদর্শন না করা, অতিরিক্ত দামে পণ্য বিক্রি ও মেয়াদোত্তীর্ণ পণ্য রাখার দায়ে জরিমানা করা হচ্ছে। ভোক্তাদের অভিযোগ জানাতে হটলাইন চালু রয়েছে। অভিযোগ প্রমাণিত হলে আইন অনুযায়ী ব্যবস্থা নেওয়া হচ্ছে। <box>803 1189 981 1327</box>
article-headline: দ্রব্যমূল্যের ঊর্ধ্বগতি নিয়ে জনগণকে <box>608 541 762 579</box>
body-paragraph: সড়ক ও জনপথ অধিদপ্তরের কর্মকর্তারা জানান, মহাসড়কের বিভিন্ন স্থানে সংস্কারকাজ চলমান রয়েছে। ঈদের আগেই এসব কাজ শেষ করার নির্দেশনা দেওয়া হয়েছে। যানজট নিরসনে হাইওয়ে পুলিশের পাশাপাশি জেলা পুলিশও কাজ করবে। গুরুত্বপূর্ণ পয়েন্টগুলোতে সিসি ক্যামেরা বসানো হয়েছে। চালকদের নির্ধারিত গতিসীমা মেনে চলার অনুরোধ জানানো হয়েছে। যাত্রীদের নিরাপত্তা নিশ্চিত করতে মোবাইল কোর্ট পরিচালনা করা হবে। <box>414 1027 592 1179</box>
